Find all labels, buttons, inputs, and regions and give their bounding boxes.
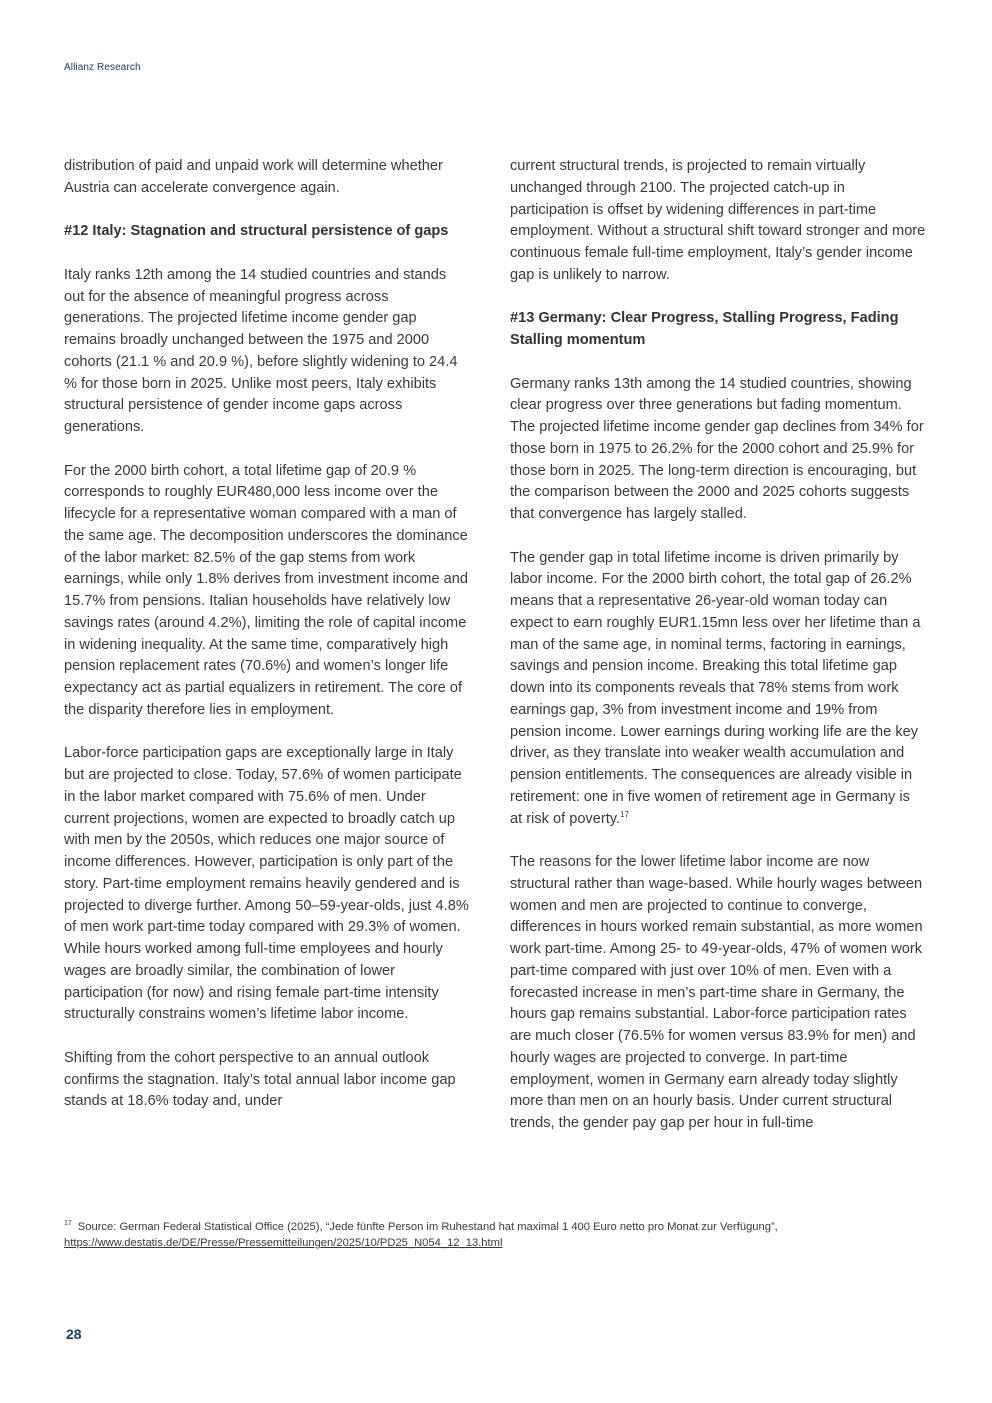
header-brand: Allianz Research <box>64 62 141 73</box>
paragraph-text: The gender gap in total lifetime income is driven primarily by labor income. For the 2000 birth cohort, the total gap of 26.2% means that a representative 26-year-old woman today can expect to earn roughly EUR1.15mn less over her lifetime than a man of the same age, in nominal terms, factoring in earnings, savings and pension income. Breaking this total lifetime gap down into its components reveals that 78% stems from work earnings gap, 3% from investment income and 19% from pension income. Lower earnings during working life are the key driver, as they translate into weaker wealth accumulation and pension entitlements. The consequences are already visible in retirement: one in five women of retirement age in Germany is at risk of poverty. <box>510 549 921 827</box>
right-column <box>510 156 926 1135</box>
paragraph: Italy ranks 12th among the 14 studied countries and stands out for the absence of meaningful progress across generations. The projected lifetime income gender gap remains broadly unchanged between the 1975 and 2000 cohorts (21.1 % and 20.9 %), before slightly widening to 24.4 % for those born in 2025. Unlike most peers, Italy exhibits structural persistence of gender income gaps across generations. <box>64 266 458 435</box>
paragraph: Labor-force participation gaps are exceptionally large in Italy but are projected to close. Today, 57.6% of women participate in the labor market compared with 75.6% of men. Under current projections, women are expected to broadly catch up with men by the 2050s, which reduces one major source of income differences. However, participation is only part of the story. Part-time employment remains heavily gendered and is projected to diverge further. Among 50–59-year-olds, just 4.8% of men work part-time today compared with 29.3% of women. While hours worked among full-time employees and hourly wages are broadly similar, the combination of lower participation (for now) and rising female part-time intensity structurally constrains women’s lifetime labor income. <box>64 745 469 1023</box>
paragraph: distribution of paid and unpaid work will determine whether Austria can accelerate convergence again. <box>64 158 443 196</box>
paragraph <box>510 548 926 831</box>
left-column <box>64 156 470 1113</box>
footnote-reference[interactable]: 17 <box>620 809 629 819</box>
paragraph: For the 2000 birth cohort, a total lifetime gap of 20.9 % corresponds to roughly EUR480,000 less income over the lifecycle for a representative woman compared with a man of the same age. The decomposition underscores the dominance of the labor market: 82.5% of the gap stems from work earnings, while only 1.8% derives from investment income and 15.7% from pensions. Italian households have relatively low savings rates (around 4.2%), limiting the role of capital income in widening inequality. At the same time, comparatively high pension replacement rates (70.6%) and women’s longer life expectancy act as partial equalizers in retirement. The core of the disparity therefore lies in employment. <box>64 462 468 718</box>
footnote <box>64 1219 934 1251</box>
footnote-link[interactable]: https://www.destatis.de/DE/Presse/Pressemitteilungen/2025/10/PD25_N054_12_13.html <box>64 1237 503 1249</box>
section-heading-germany: #13 Germany: Clear Progress, Stalling Progress, Fading Stalling momentum <box>510 310 899 348</box>
paragraph: Germany ranks 13th among the 14 studied countries, showing clear progress over three generations but fading momentum. The projected lifetime income gender gap declines from 34% for those born in 1975 to 26.2% for the 2000 cohort and 25.9% for those born in 2025. The long-term direction is encouraging, but the comparison between the 2000 and 2025 cohorts suggests that convergence has largely stalled. <box>510 375 924 522</box>
page-number: 28 <box>66 1326 82 1342</box>
section-heading-italy: #12 Italy: Stagnation and structural persistence of gaps <box>64 223 449 240</box>
footnote-source: Source: German Federal Statistical Office (2025), “Jede fünfte Person im Ruhestand hat maximal 1 400 Euro netto pro Monat zur Verfügung”, <box>77 1221 778 1233</box>
paragraph: The reasons for the lower lifetime labor income are now structural rather than wage-based. While hourly wages between women and men are projected to continue to converge, differences in hours worked remain substantial, as more women work part-time. Among 25- to 49-year-olds, 47% of women work part-time compared with just over 10% of men. Even with a forecasted increase in men’s part-time share in Germany, the hours gap remains substantial. Labor-force participation rates are much closer (76.5% for women versus 83.9% for men) and hourly wages are projected to converge. In part-time employment, women in Germany earn already today slightly more than men on an hourly basis. Under current structural trends, the gender pay gap per hour in full-time <box>510 854 923 1131</box>
paragraph: current structural trends, is projected to remain virtually unchanged through 2100. The projected catch-up in participation is offset by widening differences in part-time employment. Without a structural shift toward stronger and more continuous female full-time employment, Italy’s gender income gap is unlikely to narrow. <box>510 158 926 283</box>
paragraph: Shifting from the cohort perspective to an annual outlook confirms the stagnation. Italy’s total annual labor income gap stands at 18.6% today and, under <box>64 1049 456 1110</box>
footnote-mark: 17 <box>64 1220 72 1228</box>
